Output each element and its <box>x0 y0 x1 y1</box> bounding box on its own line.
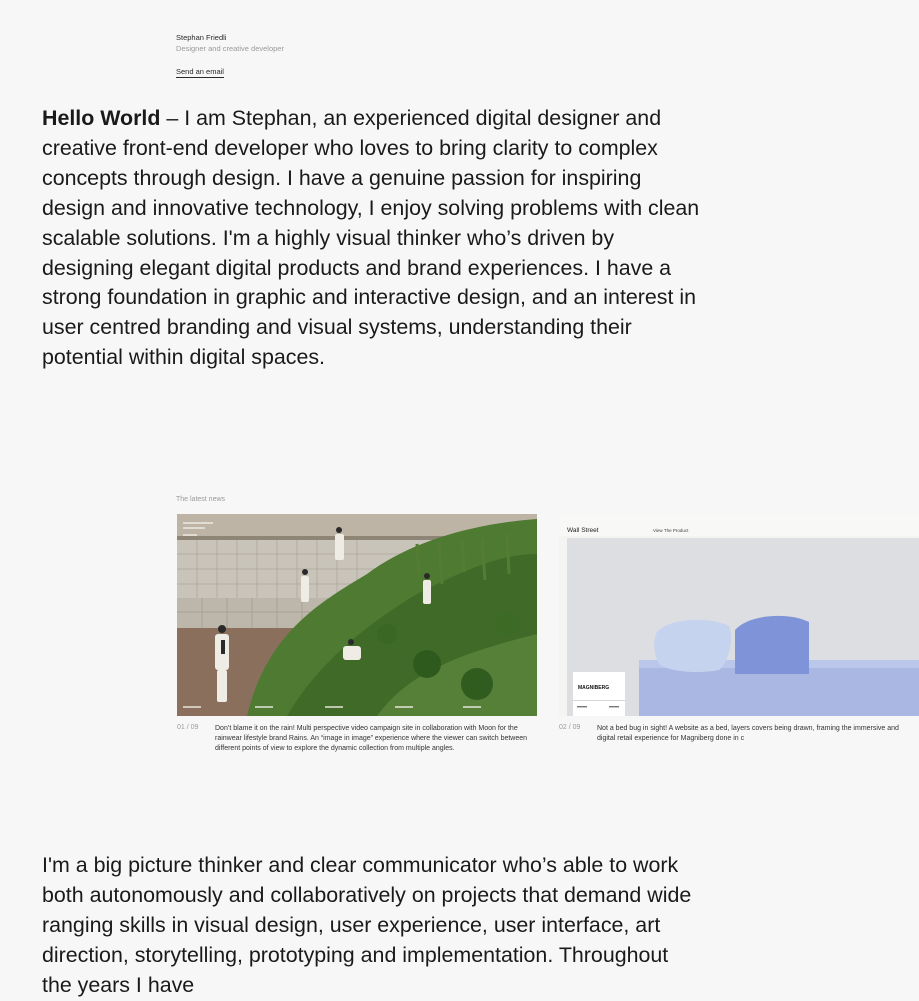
site-header <box>176 33 284 79</box>
news-section-label: The latest news <box>176 496 226 503</box>
intro-text: – I am Stephan, an experienced digital designer and creative front-end developer who loves to bring clarity to complex concepts through design. I have a genuine passion for inspiring design and innovative technology, I enjoy solving problems with clean scalable solutions. I'm a highly visual thinker who’s driven by designing elegant digital products and brand experiences. I have a strong foundation in graphic and interactive design, and an interest in user centred branding and visual systems, understanding their potential within digital spaces. <box>42 106 700 370</box>
image-brand: MAGNIBERG <box>578 685 610 691</box>
author-role: Designer and creative developer <box>176 44 284 53</box>
image-header-center: View The Product <box>653 528 689 533</box>
news-card-description: Don’t blame it on the rain! Multi perspective video campaign site in collaboration with Moon for the rainwear lifestyle brand Rains. An “image in image” experience where the viewer can switch between different points of view to explore the dynamic collection from multiple angles. <box>215 725 528 752</box>
news-card-image[interactable] <box>177 514 537 716</box>
news-card-image[interactable] <box>559 514 919 716</box>
news-card-meta <box>559 724 919 764</box>
news-card[interactable] <box>177 514 537 764</box>
magniberg-site-illustration <box>559 514 919 716</box>
author-name: Stephan Friedli <box>176 33 227 42</box>
rains-campaign-illustration <box>177 514 537 716</box>
news-card-meta <box>177 724 537 764</box>
news-card-index: 01 / 09 <box>177 724 199 731</box>
send-email-link[interactable]: Send an email <box>176 67 224 76</box>
intro-paragraph <box>42 104 702 373</box>
intro-heading: Hello World <box>42 106 161 130</box>
news-card[interactable] <box>559 514 919 764</box>
news-card-index: 02 / 09 <box>559 724 581 731</box>
image-header-left: Wall Street <box>567 527 599 534</box>
news-card-description: Not a bed bug in sight! A website as a bed, layers covers being drawn, framing the immersive and digital retail experience for Magniberg done in c <box>597 725 899 742</box>
outro-paragraph: I'm a big picture thinker and clear communicator who’s able to work both autonomously and collaboratively on projects that demand wide ranging skills in visual design, user experience, user interface, art direction, storytelling, prototyping and implementation. Throughout the years I have <box>42 853 692 997</box>
